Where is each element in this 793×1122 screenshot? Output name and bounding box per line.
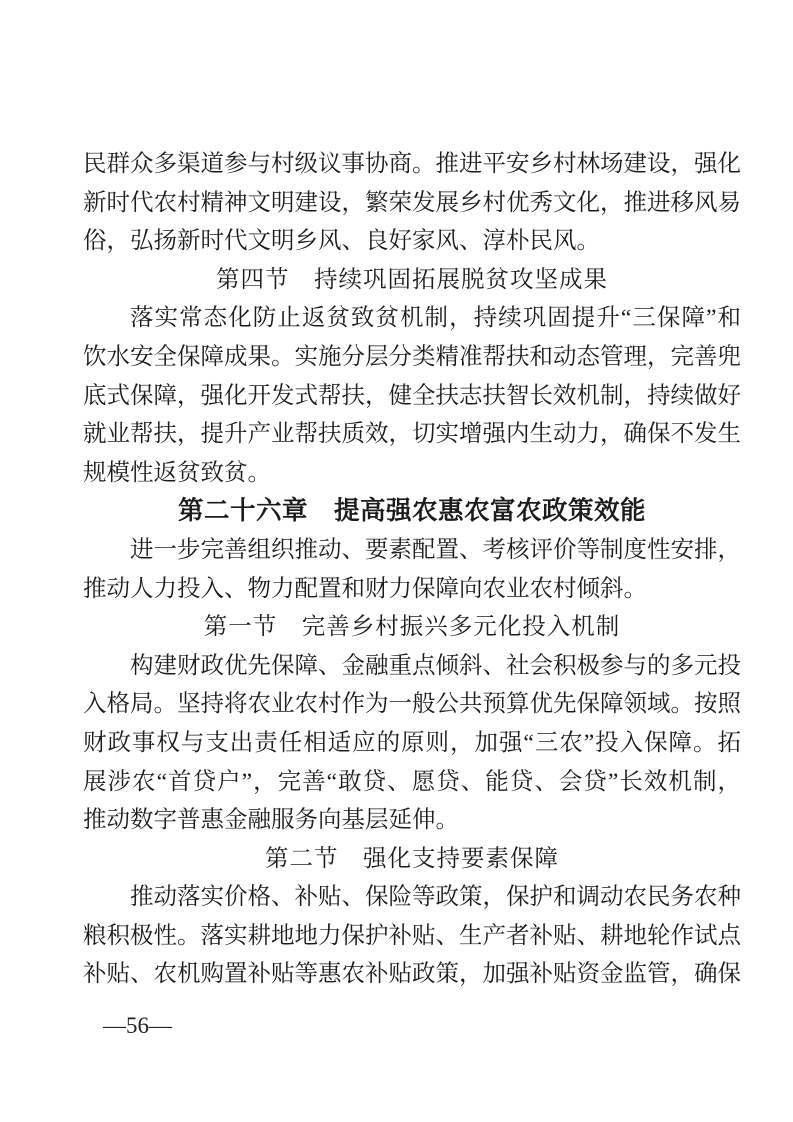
text-line: 俗，弘扬新时代文明乡风、良好家风、淳朴民风。 bbox=[83, 228, 600, 255]
text-line: 推动落实价格、补贴、保险等政策，保护和调动农民务农种 bbox=[130, 884, 741, 911]
document-content bbox=[83, 145, 741, 994]
text-line: 就业帮扶，提升产业帮扶质效，切实增强内生动力，确保不发生 bbox=[83, 421, 741, 448]
section-heading: 第二节 强化支持要素保障 bbox=[265, 845, 559, 872]
text-line: 规模性返贫致贫。 bbox=[83, 459, 271, 486]
text-line: 展涉农“首贷户”，完善“敢贷、愿贷、能贷、会贷”长效机制， bbox=[83, 768, 741, 795]
section-heading: 第四节 持续巩固拓展脱贫攻坚成果 bbox=[216, 266, 608, 293]
text-line: 进一步完善组织推动、要素配置、考核评价等制度性安排， bbox=[130, 536, 741, 563]
text-line: 补贴、农机购置补贴等惠农补贴政策，加强补贴资金监管，确保 bbox=[83, 961, 741, 988]
text-line: 构建财政优先保障、金融重点倾斜、社会积极参与的多元投 bbox=[130, 652, 741, 679]
section-heading: 第一节 完善乡村振兴多元化投入机制 bbox=[203, 614, 621, 641]
text-line: 饮水安全保障成果。实施分层分类精准帮扶和动态管理，完善兜 bbox=[83, 343, 741, 370]
text-line: 入格局。坚持将农业农村作为一般公共预算优先保障领域。按照 bbox=[83, 691, 741, 718]
text-line: 财政事权与支出责任相适应的原则，加强“三农”投入保障。拓 bbox=[83, 729, 741, 756]
text-line: 新时代农村精神文明建设，繁荣发展乡村优秀文化，推进移风易 bbox=[83, 189, 741, 216]
text-line: 推动人力投入、物力配置和财力保障向农业农村倾斜。 bbox=[83, 575, 647, 602]
chapter-heading: 第二十六章 提高强农惠农富农政策效能 bbox=[177, 496, 646, 526]
text-line: 民群众多渠道参与村级议事协商。推进平安乡村林场建设，强化 bbox=[83, 151, 741, 177]
page-number: —56— bbox=[103, 1013, 172, 1038]
text-line: 底式保障，强化开发式帮扶，健全扶志扶智长效机制，持续做好 bbox=[83, 382, 741, 409]
text-line: 粮积极性。落实耕地地力保护补贴、生产者补贴、耕地轮作试点 bbox=[83, 922, 741, 949]
text-line: 落实常态化防止返贫致贫机制，持续巩固提升“三保障”和 bbox=[130, 305, 741, 332]
text-line: 推动数字普惠金融服务向基层延伸。 bbox=[83, 807, 459, 834]
